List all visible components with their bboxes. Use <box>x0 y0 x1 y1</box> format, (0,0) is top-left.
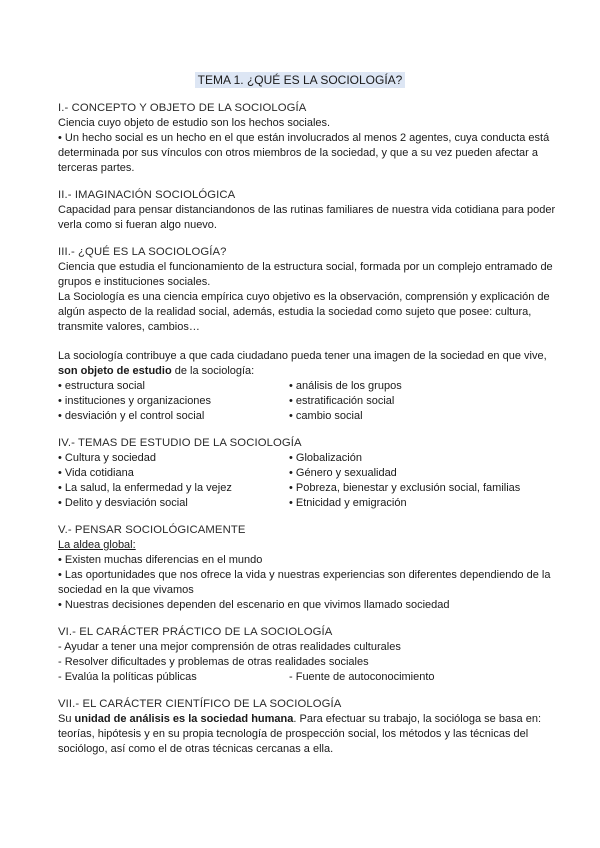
section-practico <box>58 625 558 685</box>
section-heading: II.- IMAGINACIÓN SOCIOLÓGICA <box>58 189 236 201</box>
bold-text: son objeto de estudio <box>58 365 172 377</box>
paragraph <box>58 349 558 379</box>
list-item: - Ayudar a tener una mejor comprensión de otras realidades culturales <box>58 641 401 653</box>
text-run: . Para efectuar su trabajo, la socióloga se basa en: teorías, hipótesis y en su propia tecnología de prospección social, los métodos y las técnicas del sociólogo, así como el de otras técnicas cercanas a ella. <box>58 713 542 755</box>
list-column-right <box>289 451 558 511</box>
list-item: • Globalización <box>289 452 362 464</box>
list-item: - Fuente de autoconocimiento <box>289 671 435 683</box>
list-column-left <box>58 379 289 424</box>
section-temas <box>58 436 558 511</box>
section-cientifico <box>58 697 558 757</box>
list-item: • Delito y desviación social <box>58 497 188 509</box>
text-run: de la sociología: <box>171 365 255 377</box>
section-heading: I.- CONCEPTO Y OBJETO DE LA SOCIOLOGÍA <box>58 102 307 114</box>
section-heading: VI.- EL CARÁCTER PRÁCTICO DE LA SOCIOLOGÍA <box>58 626 333 638</box>
list-item: • estructura social <box>58 380 145 392</box>
list-item: - Resolver dificultades y problemas de otras realidades sociales <box>58 656 369 668</box>
page-title: TEMA 1. ¿QUÉ ES LA SOCIOLOGÍA? <box>195 72 406 88</box>
paragraph <box>58 712 558 757</box>
two-column-list <box>58 379 558 424</box>
list-item: • Pobreza, bienestar y exclusión social, familias <box>289 482 521 494</box>
title-wrap <box>0 72 600 89</box>
list-item: • La salud, la enfermedad y la vejez <box>58 482 232 494</box>
text-run: Su <box>58 713 75 725</box>
list-item: • cambio social <box>289 410 363 422</box>
list-item: • Existen muchas diferencias en el mundo <box>58 554 263 566</box>
subheading: La aldea global: <box>58 539 136 551</box>
section-heading: IV.- TEMAS DE ESTUDIO DE LA SOCIOLOGÍA <box>58 437 302 449</box>
section-heading: III.- ¿QUÉ ES LA SOCIOLOGÍA? <box>58 246 227 258</box>
paragraph: Ciencia cuyo objeto de estudio son los hechos sociales. <box>58 117 331 129</box>
list-item: • estratificación social <box>289 395 395 407</box>
list-column-right <box>289 379 558 424</box>
two-column-row <box>58 670 558 685</box>
section-heading: V.- PENSAR SOCIOLÓGICAMENTE <box>58 524 246 536</box>
list-item: • Cultura y sociedad <box>58 452 157 464</box>
section-imaginacion <box>58 188 558 233</box>
list-item: • Las oportunidades que nos ofrece la vida y nuestras experiencias son diferentes dependiendo de la sociedad en la que vivamos <box>58 569 551 596</box>
paragraph: Ciencia que estudia el funcionamiento de la estructura social, formada por un complejo entramado de grupos e instituciones sociales. <box>58 261 553 288</box>
section-concepto <box>58 101 558 176</box>
section-pensar <box>58 523 558 613</box>
list-item: - Evalúa la políticas públicas <box>58 671 197 683</box>
bold-text: unidad de análisis es la sociedad humana <box>74 713 294 725</box>
list-item: • Género y sexualidad <box>289 467 397 479</box>
list-column-left <box>58 451 289 511</box>
section-heading: VII.- EL CARÁCTER CIENTÍFICO DE LA SOCIOLOGÍA <box>58 698 342 710</box>
blank-line <box>58 335 558 349</box>
list-item: • análisis de los grupos <box>289 380 402 392</box>
list-item: • Nuestras decisiones dependen del escenario en que vivimos llamado sociedad <box>58 599 450 611</box>
list-item: • Etnicidad y emigración <box>289 497 407 509</box>
text-run: La sociología contribuye a que cada ciudadano pueda tener una imagen de la sociedad en que vive, <box>58 350 547 362</box>
list-item: • desviación y el control social <box>58 410 205 422</box>
bullet-paragraph: • Un hecho social es un hecho en el que están involucrados al menos 2 agentes, cuya conducta está determinada por sus vínculos con otros miembros de la sociedad, y que a su vez pueden afectar a terceras partes. <box>58 132 550 174</box>
document-body <box>58 101 558 769</box>
two-column-list <box>58 451 558 511</box>
list-item: • Vida cotidiana <box>58 467 134 479</box>
section-que-es <box>58 245 558 424</box>
list-item: • instituciones y organizaciones <box>58 395 212 407</box>
paragraph: Capacidad para pensar distanciandonos de las rutinas familiares de nuestra vida cotidiana para poder verla como si fueran algo nuevo. <box>58 204 556 231</box>
paragraph: La Sociología es una ciencia empírica cuyo objetivo es la observación, comprensión y explicación de algún aspecto de la realidad social, además, estudia la sociedad como sujeto que posee: cultura, transmite valores, cambios… <box>58 291 550 333</box>
